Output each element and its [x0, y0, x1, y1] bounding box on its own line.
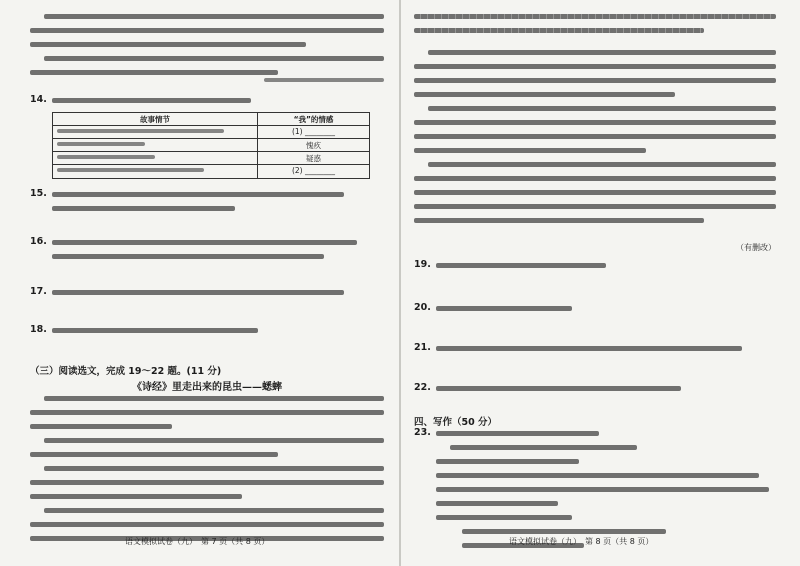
table-cell-feeling: (2) ________: [291, 166, 335, 175]
section-3-heading: （三）阅读选文，完成 19～22 题。(11 分): [30, 366, 222, 377]
question-number: 22.: [414, 382, 431, 393]
question-number: 15.: [30, 188, 47, 199]
passage-text-cricket: [30, 396, 384, 550]
source-note: （有删改）: [736, 243, 776, 252]
question-number: 18.: [30, 324, 47, 335]
table-header-plot: 故事情节: [53, 113, 258, 125]
right-page: [414, 6, 776, 566]
question-number: 21.: [414, 342, 431, 353]
table-header-emotion: “我”的情感: [293, 115, 334, 124]
question-number: 23.: [414, 427, 431, 438]
page-footer-7: 语文模拟试卷（九） 第 7 页（共 8 页）: [125, 537, 270, 546]
question-number: 19.: [414, 259, 431, 270]
passage-underlined-sentence: [414, 14, 776, 42]
question-number: 14.: [30, 94, 47, 105]
page-footer-8: 语文模拟试卷（九） 第 8 页（共 8 页）: [509, 537, 654, 546]
left-page: [30, 6, 384, 566]
source-note: [264, 78, 384, 82]
table-cell-feeling: (1) ________: [291, 127, 335, 136]
passage-title: 《诗经》里走出来的昆虫——蟋蟀: [132, 382, 282, 393]
passage-text-continued: [414, 50, 776, 232]
question-number: 16.: [30, 236, 47, 247]
question-number: 20.: [414, 302, 431, 313]
passage-text-top: [30, 14, 384, 84]
page-fold: [399, 0, 401, 566]
question-number: 17.: [30, 286, 47, 297]
table-cell-feeling: 愧疚: [306, 141, 321, 150]
plot-emotion-table: [52, 112, 370, 179]
section-4-heading: 四、写作（50 分）: [414, 417, 498, 428]
table-cell-feeling: 疑惑: [306, 154, 321, 163]
